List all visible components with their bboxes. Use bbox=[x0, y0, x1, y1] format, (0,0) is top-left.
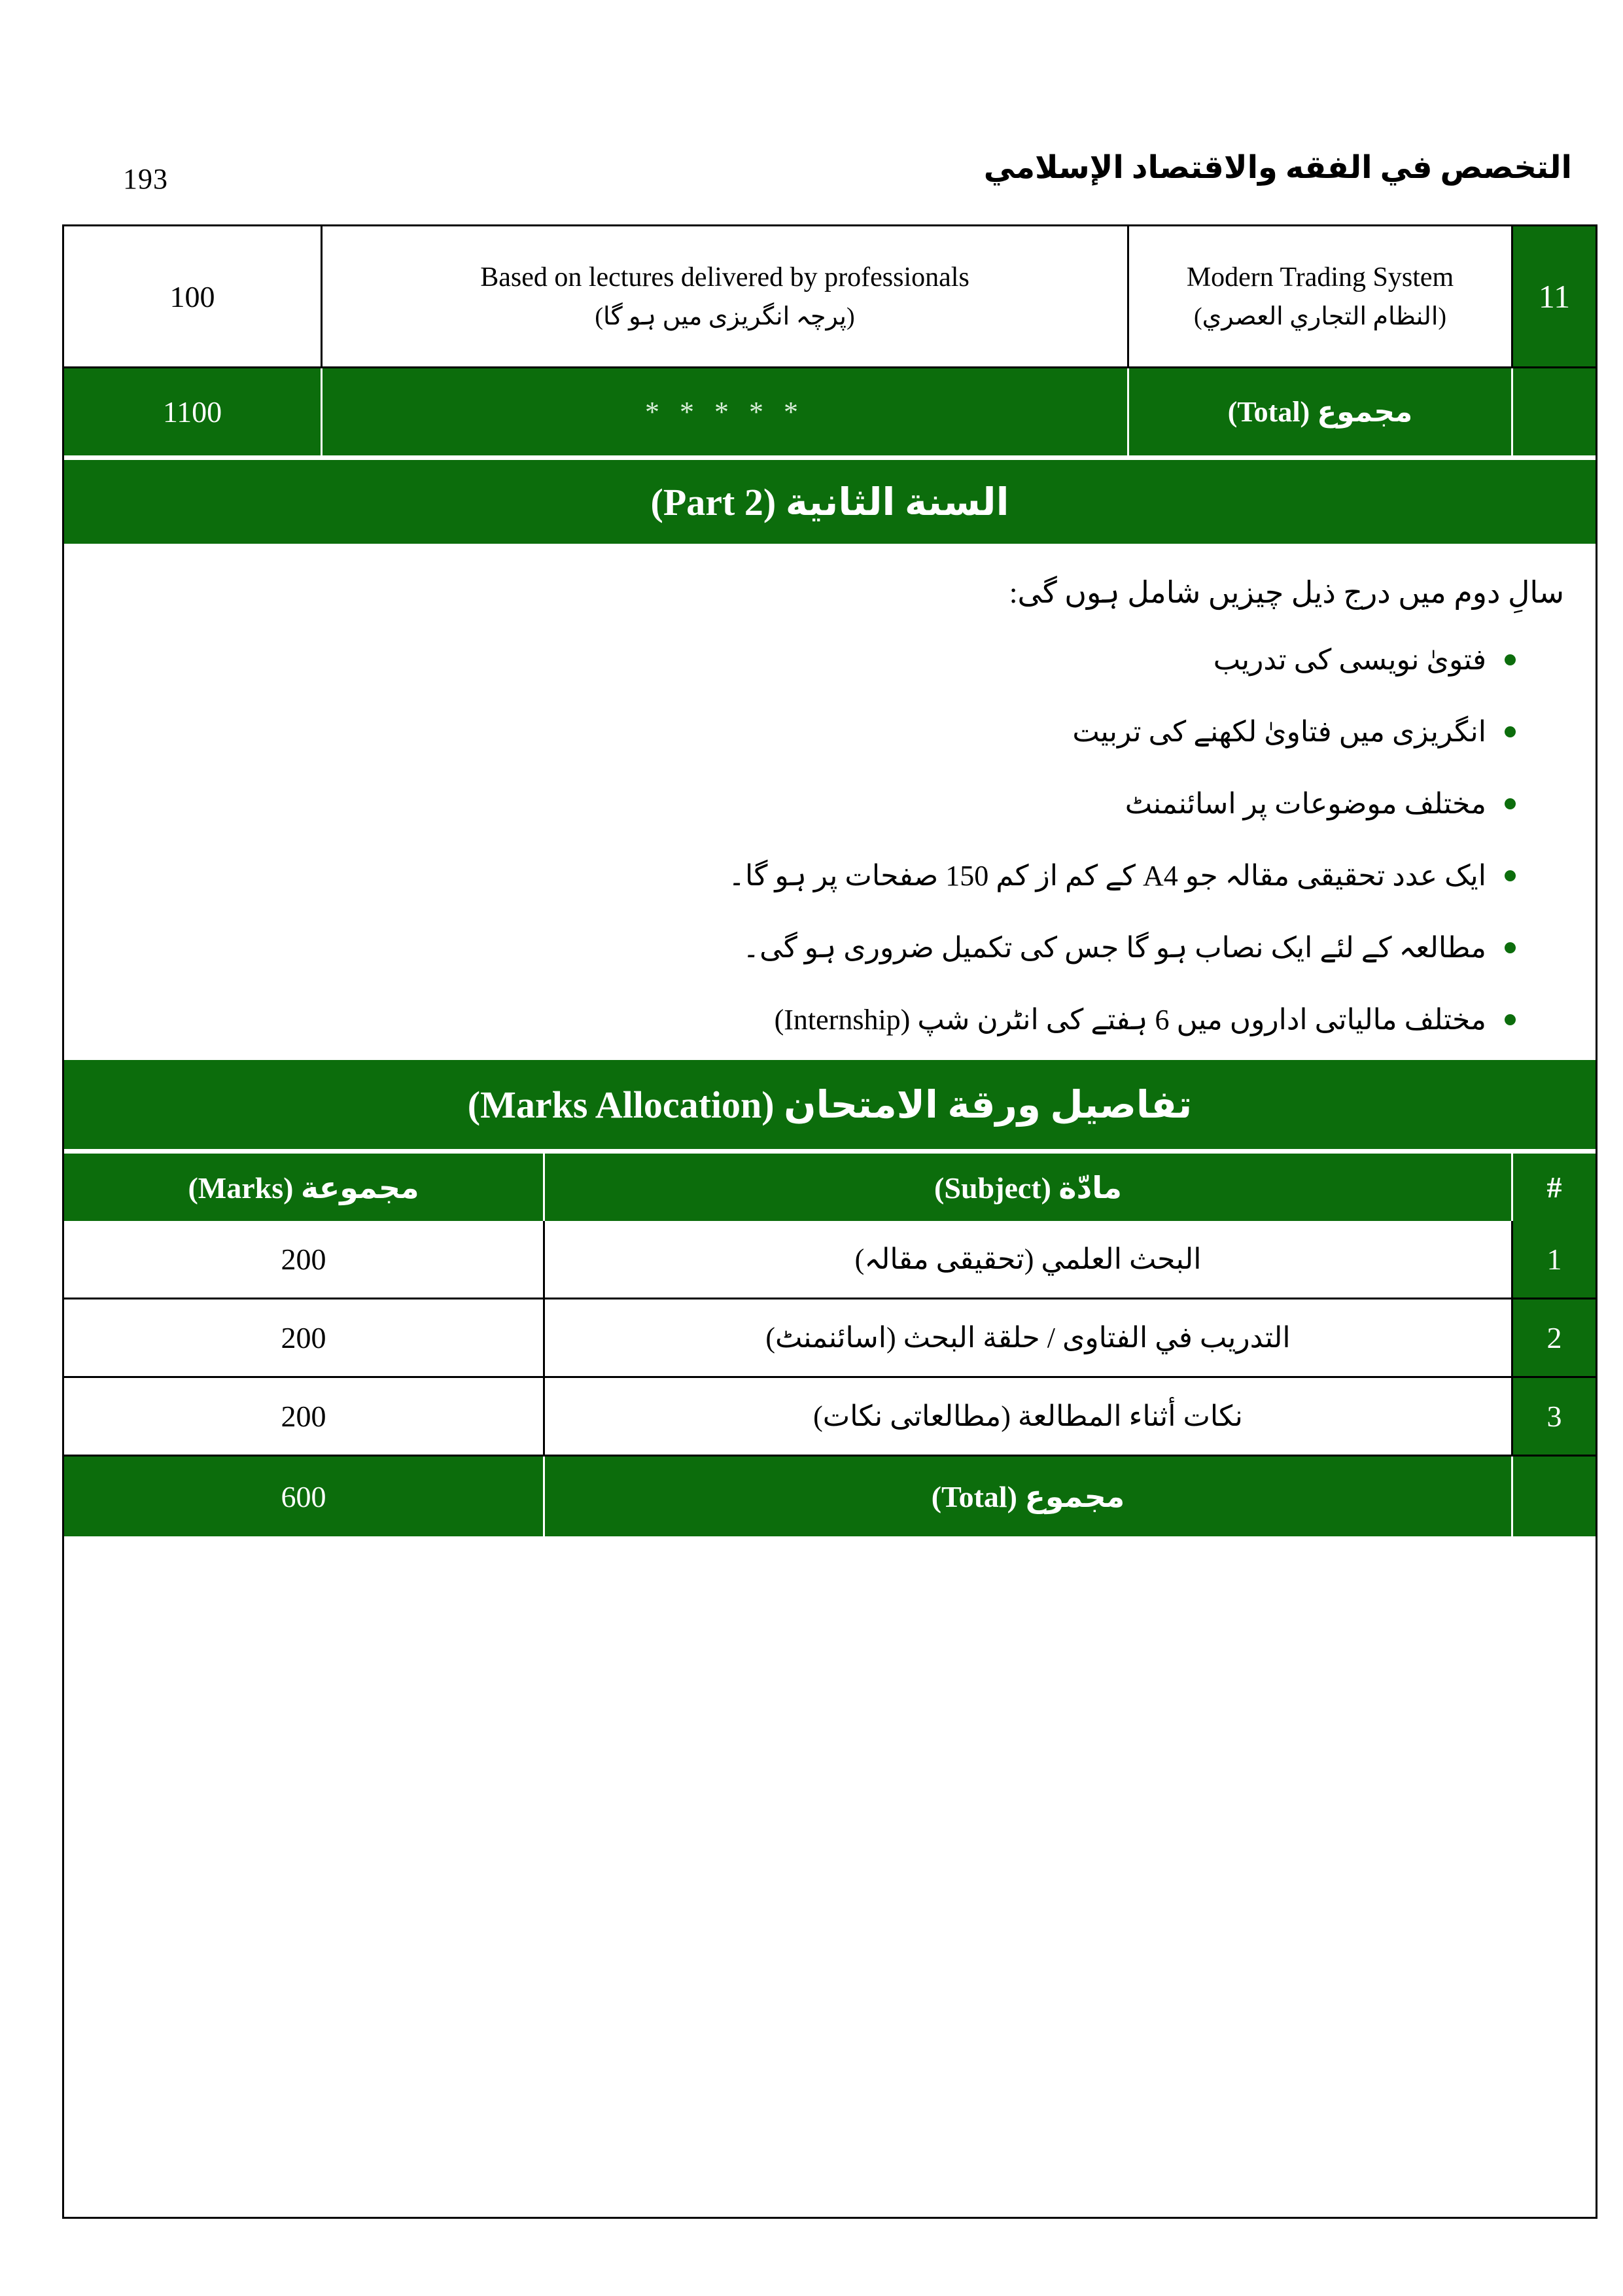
subject-row-11 bbox=[64, 226, 1596, 368]
total-label: مجموع (Total) bbox=[545, 1457, 1513, 1536]
row-subject: البحث العلمي (تحقیقی مقالہ) bbox=[545, 1221, 1513, 1298]
row-subject: التدريب في الفتاوى / حلقة البحث (اسائنمنٹ) bbox=[545, 1299, 1513, 1376]
content-frame bbox=[62, 224, 1597, 2219]
row-subject: نكات أثناء المطالعة (مطالعاتی نکات) bbox=[545, 1378, 1513, 1455]
table-row bbox=[64, 1299, 1596, 1378]
empty-area bbox=[64, 1536, 1596, 2217]
bullet-text: ایک عدد تحقیقی مقالہ جو A4 کے کم از کم 150 صفحات پر ہو گا۔ bbox=[728, 859, 1486, 892]
row-marks: 200 bbox=[64, 1221, 545, 1298]
table-row bbox=[64, 1378, 1596, 1457]
bullet-text: مختلف مالیاتی اداروں میں 6 ہفتے کی انٹرن شپ (Internship) bbox=[774, 1003, 1486, 1036]
header-index: # bbox=[1546, 1171, 1562, 1204]
bullet-text: انگریزی میں فتاویٰ لکھنے کی تربیت bbox=[1072, 715, 1486, 748]
subject-cell bbox=[1129, 226, 1513, 366]
bullet-text: مطالعہ کے لئے ایک نصاب ہو گا جس کی تکمیل ضروری ہو گی۔ bbox=[742, 931, 1486, 964]
bullet-dot-icon bbox=[1505, 654, 1516, 665]
description-urdu: (پرچہ انگریزی میں ہو گا) bbox=[595, 303, 855, 330]
marks-allocation-banner: تفاصيل ورقة الامتحان (Marks Allocation) bbox=[64, 1060, 1596, 1149]
row-index-cell: 11 bbox=[1513, 226, 1596, 366]
list-item bbox=[64, 839, 1596, 911]
year2-contents-section bbox=[64, 544, 1596, 1060]
bullet-dot-icon bbox=[1505, 1014, 1516, 1025]
marks-table-total-row bbox=[64, 1457, 1596, 1536]
top-table-total-row bbox=[64, 368, 1596, 455]
header-subject: مادّة (Subject) bbox=[545, 1154, 1513, 1221]
marks-value: 100 bbox=[169, 279, 215, 313]
row-marks: 200 bbox=[64, 1378, 545, 1455]
description-cell bbox=[323, 226, 1129, 366]
bullet-text: فتویٰ نویسی کی تدریب bbox=[1213, 643, 1486, 676]
table-row bbox=[64, 1221, 1596, 1299]
list-item bbox=[64, 911, 1596, 983]
subject-english: Modern Trading System bbox=[1186, 262, 1454, 292]
part2-banner: السنة الثانية (Part 2) bbox=[64, 460, 1596, 544]
header-marks: مجموعة (Marks) bbox=[64, 1154, 545, 1221]
total-marks-value: 600 bbox=[64, 1457, 545, 1536]
row-index: 3 bbox=[1513, 1378, 1596, 1455]
row-marks: 200 bbox=[64, 1299, 545, 1376]
total-marks-value: 1100 bbox=[64, 368, 323, 455]
description-english: Based on lectures delivered by professionals bbox=[480, 262, 969, 292]
total-empty-cell bbox=[1513, 1457, 1596, 1536]
row-index: 2 bbox=[1513, 1299, 1596, 1376]
list-item bbox=[64, 696, 1596, 768]
year2-intro-line: سالِ دوم میں درج ذیل چیزیں شامل ہوں گی: bbox=[1009, 576, 1564, 609]
list-item bbox=[64, 983, 1596, 1055]
divider bbox=[64, 1149, 1596, 1154]
row-index: 1 bbox=[1513, 1221, 1596, 1298]
divider bbox=[64, 455, 1596, 460]
bullet-dot-icon bbox=[1505, 798, 1516, 809]
bullet-dot-icon bbox=[1505, 870, 1516, 881]
bullet-text: مختلف موضوعات پر اسائنمنٹ bbox=[1125, 787, 1486, 820]
bullet-dot-icon bbox=[1505, 942, 1516, 953]
list-item bbox=[64, 768, 1596, 839]
page-number: 193 bbox=[123, 163, 168, 195]
list-item bbox=[64, 624, 1596, 696]
marks-table-header bbox=[64, 1154, 1596, 1221]
marks-cell bbox=[64, 226, 323, 366]
total-label: مجموع (Total) bbox=[1129, 368, 1513, 455]
total-empty-cell bbox=[1513, 368, 1596, 455]
subject-arabic: (النظام التجاري العصري) bbox=[1193, 303, 1447, 330]
bullet-dot-icon bbox=[1505, 726, 1516, 737]
stars-separator: * * * * * bbox=[323, 368, 1129, 455]
page-header-title: التخصص في الفقه والاقتصاد الإسلامي bbox=[983, 150, 1572, 185]
